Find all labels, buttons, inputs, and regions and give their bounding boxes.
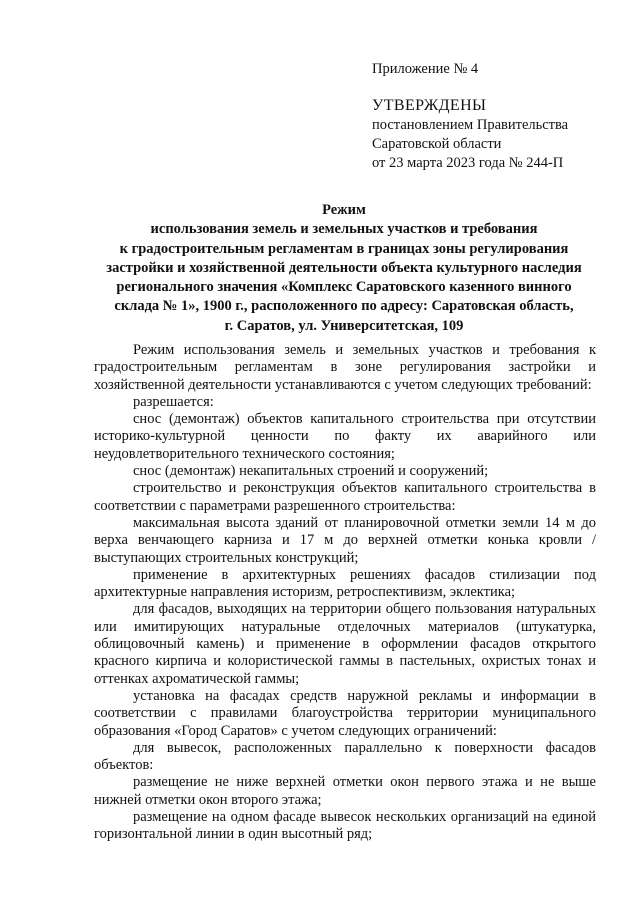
paragraph-max-height: максимальная высота зданий от планировочной отметки земли 14 м до верха венчающего карниза и 17 м до верхней отметки конька кровли / выступающих строительных конструкций;: [94, 514, 596, 566]
approved-heading: УТВЕРЖДЕНЫ: [372, 97, 487, 114]
paragraph-stylization: применение в архитектурных решениях фасадов стилизации под архитектурные направления историзм, ретроспективизм, эклектика;: [94, 566, 596, 601]
document-title: [80, 201, 608, 336]
title-line: к градостроительным регламентам в границах зоны регулирования: [119, 240, 569, 257]
title-line: регионального значения «Комплекс Саратовского казенного винного: [116, 279, 572, 296]
title-line: Режим: [322, 202, 366, 218]
paragraph-advertising: установка на фасадах средств наружной рекламы и информации в соответствии с правилами благоустройства территории муниципального образования «Город Саратов» с учетом следующих ограничений:: [94, 687, 596, 739]
paragraph-placement-row: размещение на одном фасаде вывесок нескольких организаций на единой горизонтальной линии в один высотный ряд;: [94, 809, 596, 843]
paragraph-facade-materials: для фасадов, выходящих на территории общего пользования натуральных или имитирующих натуральные отделочных материалов (штукатурка, облицовочный камень) и применение в оформлении фасадов открытого красного кирпича и колористической гаммы в пастельных, охристых тонах и оттенках ахроматической гаммы;: [94, 601, 596, 687]
paragraph-construction: строительство и реконструкция объектов капитального строительства в соответствии с параметрами разрешенного строительства:: [94, 480, 596, 514]
paragraph-signs-parallel: для вывесок, расположенных параллельно к поверхности фасадов объектов:: [94, 739, 596, 774]
paragraph-demolition-noncapital: снос (демонтаж) некапитальных строений и сооружений;: [133, 463, 489, 480]
paragraph-intro: Режим использования земель и земельных участков и требования к градостроительным регламентам в зоне регулирования застройки и хозяйственной деятельности устанавливаются с учетом следующих требований:: [94, 342, 596, 393]
title-line: склада № 1», 1900 г., расположенного по адресу: Саратовская область,: [114, 298, 574, 315]
paragraph-demolition-capital: снос (демонтаж) объектов капитального строительства при отсутствии историко-культурной ценности по факту их аварийного или неудовлетворительного технического состояния;: [94, 411, 596, 462]
title-line: застройки и хозяйственной деятельности объекта культурного наследия: [106, 259, 582, 276]
approval-region: Саратовской области: [372, 136, 502, 152]
paragraph-allowed: разрешается:: [133, 393, 214, 410]
approval-authority: постановлением Правительства: [372, 117, 569, 133]
document-body: [94, 342, 596, 844]
title-line: использования земель и земельных участков и требования: [150, 221, 538, 238]
paragraph-placement-height: размещение не ниже верхней отметки окон первого этажа и не выше нижней отметки окон второго этажа;: [94, 774, 596, 808]
title-line: г. Саратов, ул. Университетская, 109: [224, 317, 464, 334]
approval-date-number: от 23 марта 2023 года № 244-П: [372, 155, 564, 171]
appendix-number: Приложение № 4: [372, 61, 479, 77]
